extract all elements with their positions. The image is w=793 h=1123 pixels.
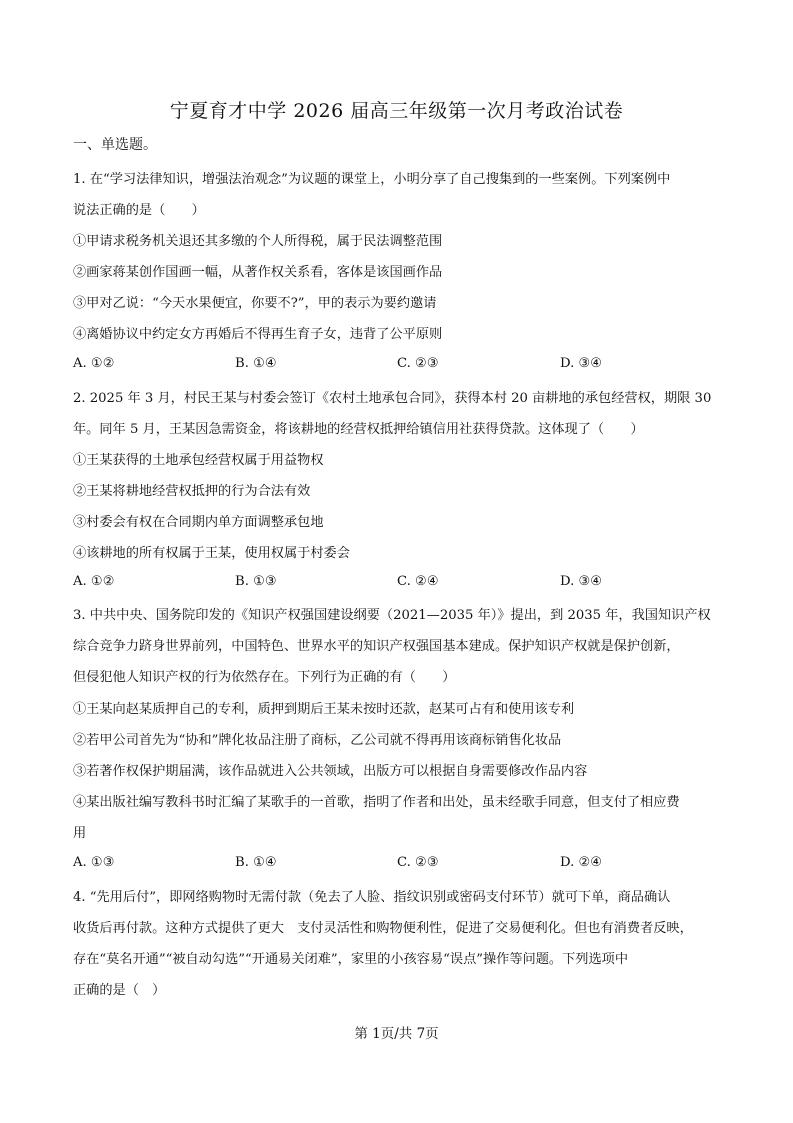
- q3-stem-line-1: 3. 中共中央、国务院印发的《知识产权强国建设纲要（2021—2035 年）》提出，到 2035 年，我国知识产权: [73, 608, 711, 623]
- q3-item-4-cont: 用: [73, 826, 87, 841]
- section-heading: 一、单选题。: [73, 137, 157, 153]
- q3-item-1: ①王某向赵某质押自己的专利，质押到期后王某未按时还款，赵某可占有和使用该专利: [73, 702, 575, 717]
- q3-option-b: B. ①④: [235, 855, 277, 870]
- q2-item-1: ①王某获得的土地承包经营权属于用益物权: [73, 453, 324, 468]
- q2-options: [73, 574, 733, 592]
- q1-item-2: ②画家蒋某创作国画一幅，从著作权关系看，客体是该国画作品: [73, 265, 443, 280]
- q1-item-1: ①甲请求税务机关退还其多缴的个人所得税，属于民法调整范围: [73, 234, 443, 249]
- q4-stem-line-3: 存在“莫名开通”“被自动勾选”“开通易关闭难”，家里的小孩容易“误点”操作等问题。下列选项中: [73, 952, 629, 967]
- q1-item-3: ③甲对乙说：“今天水果便宜，你要不?”，甲的表示为要约邀请: [73, 296, 437, 311]
- q3-option-c: C. ②③: [397, 855, 439, 870]
- q2-option-a: A. ①②: [73, 574, 115, 589]
- q3-stem-line-2: 综合竞争力跻身世界前列，中国特色、世界水平的知识产权强国基本建成。保护知识产权就是保护创新，: [73, 639, 680, 654]
- q4-stem-line-1: 4. “先用后付”，即网络购物时无需付款（免去了人脸、指纹识别或密码支付环节）就可下单，商品确认: [73, 890, 671, 905]
- q1-option-c: C. ②③: [397, 356, 439, 371]
- q2-stem-line-2: 年。同年 5 月，王某因急需资金，将该耕地的经营权抵押给镇信用社获得贷款。这体现了（ ）: [73, 422, 644, 437]
- exam-title: 宁夏育才中学 2026 届高三年级第一次月考政治试卷: [169, 100, 624, 122]
- q2-option-b: B. ①③: [235, 574, 277, 589]
- q2-stem-line-1: 2. 2025 年 3 月，村民王某与村委会签订《农村土地承包合同》，获得本村 20 亩耕地的承包经营权，期限 30: [73, 391, 712, 406]
- q2-option-c: C. ②④: [397, 574, 439, 589]
- q1-stem-line-2: 说法正确的是（ ）: [73, 203, 205, 218]
- q1-option-d: D. ③④: [560, 356, 603, 371]
- q2-item-3: ③村委会有权在合同期内单方面调整承包地: [73, 515, 324, 530]
- q1-option-b: B. ①④: [235, 356, 277, 371]
- q3-options: [73, 855, 733, 873]
- q1-option-a: A. ①②: [73, 356, 115, 371]
- page-footer: 第 1页/共 7页: [354, 1026, 439, 1042]
- q4-stem-line-4: 正确的是（ ）: [73, 983, 166, 998]
- q3-item-2: ②若甲公司首先为“协和”牌化妆品注册了商标，乙公司就不得再用该商标销售化妆品: [73, 733, 562, 748]
- q1-item-4: ④离婚协议中约定女方再婚后不得再生育子女，违背了公平原则: [73, 327, 443, 342]
- q1-stem-line-1: 1. 在“学习法律知识，增强法治观念”为议题的课堂上，小明分享了自己搜集到的一些案例。下列案例中: [73, 172, 671, 187]
- q3-option-a: A. ①③: [73, 855, 115, 870]
- q3-item-3: ③若著作权保护期届满，该作品就进入公共领域，出版方可以根据自身需要修改作品内容: [73, 764, 588, 779]
- q2-item-4: ④该耕地的所有权属于王某，使用权属于村委会: [73, 546, 350, 561]
- q3-stem-line-3: 但侵犯他人知识产权的行为依然存在。下列行为正确的有（ ）: [73, 670, 456, 685]
- q3-option-d: D. ②④: [560, 855, 603, 870]
- q1-options: [73, 356, 733, 374]
- q4-stem-line-2: 收货后再付款。这种方式提供了更大 支付灵活性和购物便利性，促进了交易便利化。但也有消费者反映，: [73, 921, 693, 936]
- q2-item-2: ②王某将耕地经营权抵押的行为合法有效: [73, 484, 311, 499]
- q3-item-4: ④某出版社编写教科书时汇编了某歌手的一首歌，指明了作者和出处，虽未经歌手同意，但支付了相应费: [73, 795, 680, 810]
- q2-option-d: D. ③④: [560, 574, 603, 589]
